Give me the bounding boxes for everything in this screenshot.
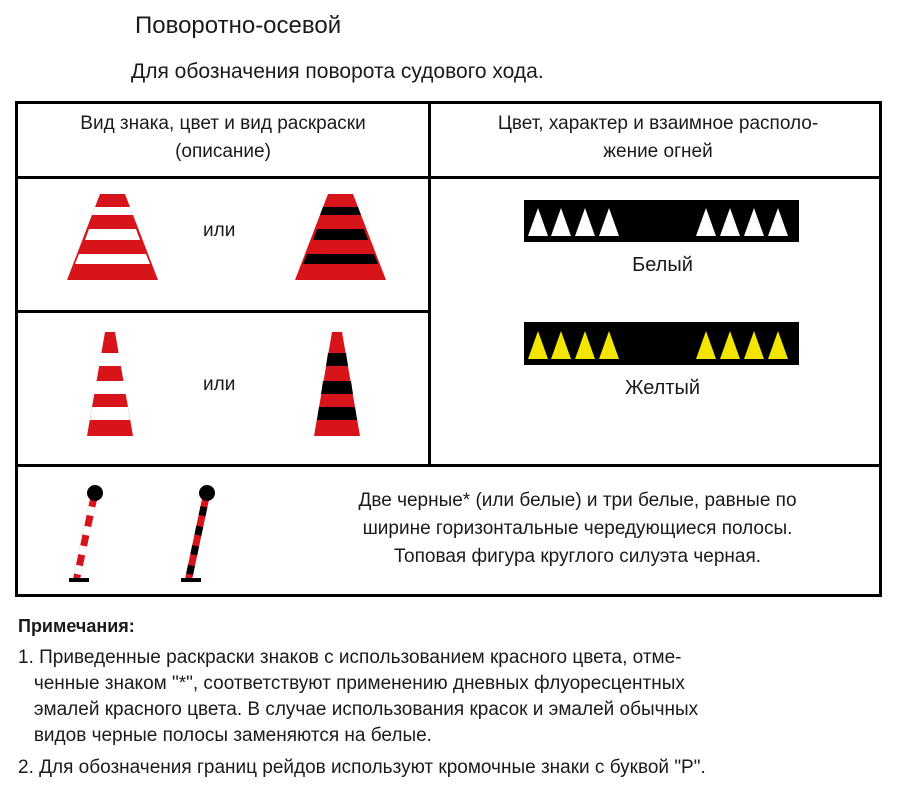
note-line: ченные знаком "*", соответствуют применению дневных флуоресцентных — [18, 673, 685, 694]
table-divider — [15, 464, 882, 467]
page-title: Поворотно-осевой — [135, 12, 342, 39]
page-subtitle: Для обозначения поворота судового хода. — [131, 60, 544, 83]
cone-red-white-wide — [65, 190, 160, 282]
note-line: 1. Приведенные раскраски знаков с использованием красного цвета, отме- — [18, 647, 682, 668]
table-divider — [428, 101, 431, 466]
pole-red-black — [177, 482, 222, 584]
note-line: эмалей красного цвета. В случае использования красок и эмалей обычных — [18, 699, 699, 720]
column-header-lights: Цвет, характер и взаимное располо- жение огней — [497, 113, 819, 162]
light-color-label-white: Белый — [632, 254, 693, 276]
notes-heading: Примечания: — [18, 616, 135, 636]
cone-red-black-tall — [312, 330, 362, 438]
pole-description: Две черные* (или белые) и три белые, равные по ширине горизонтальные чередующиеся полосы. Топовая фигура круглого силуэта черная. — [358, 490, 797, 567]
note-line: видов черные полосы заменяются на белые. — [18, 725, 432, 746]
cone-red-black-wide — [293, 190, 388, 282]
table-divider — [15, 176, 882, 179]
or-label: или — [203, 374, 236, 395]
light-bar-white — [524, 200, 799, 242]
column-header-sign: Вид знака, цвет и вид раскраски (описание) — [80, 113, 366, 162]
table-divider — [15, 310, 431, 313]
pole-red-white — [65, 482, 110, 584]
cone-red-white-tall — [85, 330, 135, 438]
light-bar-yellow — [524, 322, 799, 365]
light-color-label-yellow: Желтый — [624, 377, 701, 399]
or-label: или — [203, 220, 236, 241]
note-line: 2. Для обозначения границ рейдов используют кромочные знаки с буквой "Р". — [18, 757, 706, 778]
